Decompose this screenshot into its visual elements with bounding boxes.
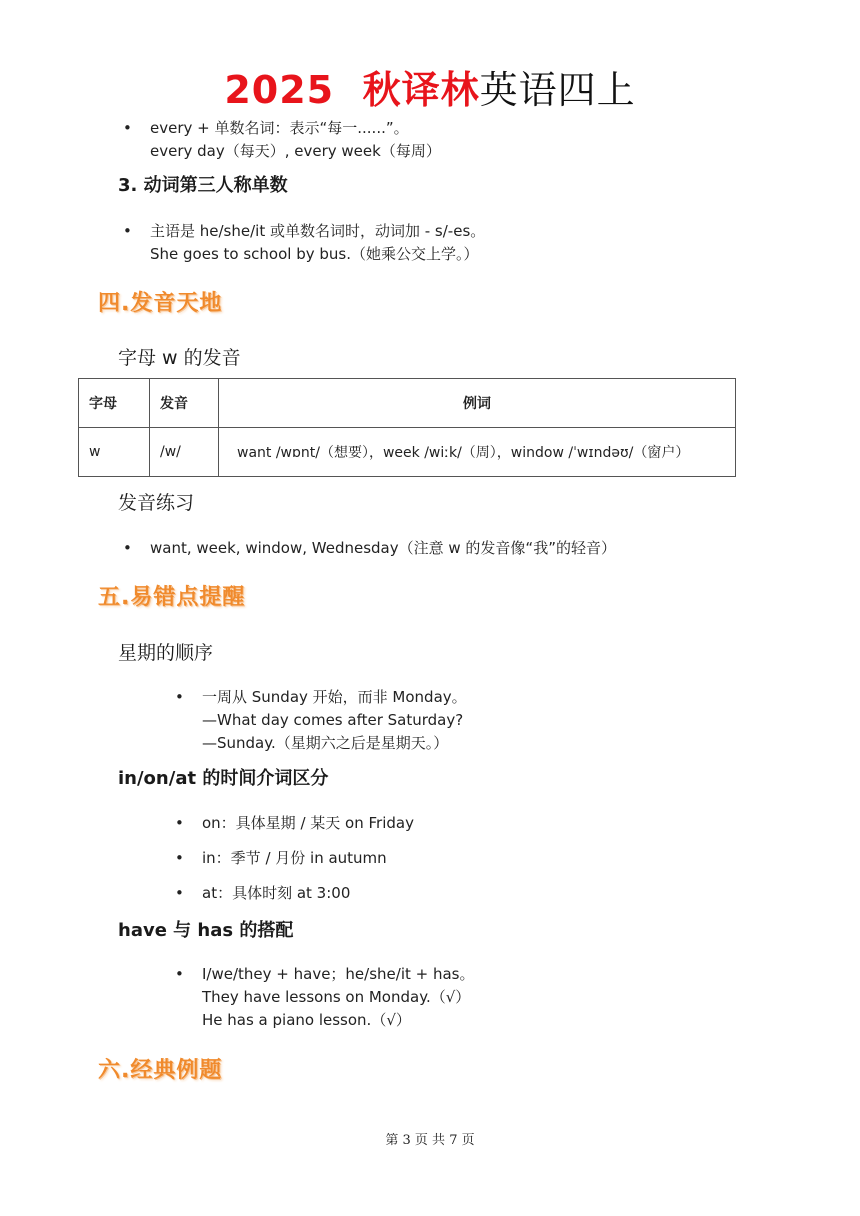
page-footer: 第 3 页 共 7 页	[385, 1133, 475, 1148]
title-year: 2025	[224, 68, 335, 112]
weekday-line-2: —What day comes after Saturday?	[202, 711, 464, 729]
bullet-dot: •	[175, 814, 184, 832]
bullet-dot: •	[175, 849, 184, 867]
verb-heading: 3. 动词第三人称单数	[118, 175, 288, 196]
section-6-title: 六.经典例题	[98, 1058, 223, 1083]
verb-line-1: 主语是 he/she/it 或单数名词时，动词加 - s/-es。	[150, 222, 486, 240]
prep-item-in: in：季节 / 月份 in autumn	[202, 849, 387, 867]
every-bullet	[123, 117, 441, 163]
document-title	[0, 62, 860, 118]
section-4-title: 四.发音天地	[98, 291, 223, 316]
havehas-line-3: He has a piano lesson.（√）	[202, 1011, 411, 1029]
title-red-part: 秋译林	[362, 68, 480, 112]
bullet-dot: •	[175, 884, 184, 902]
table-header-letter: 字母	[79, 379, 150, 428]
verb-line-2: She goes to school by bus.（她乘公交上学。）	[150, 245, 479, 263]
prep-item	[175, 812, 414, 835]
title-black-part: 英语四上	[479, 68, 636, 112]
havehas-heading: have 与 has 的搭配	[118, 920, 294, 941]
weekday-bullet	[175, 686, 467, 755]
verb-bullet	[123, 220, 486, 266]
table-header-examples: 例词	[219, 379, 736, 428]
prep-item	[175, 847, 387, 870]
letter-w-heading: 字母 w 的发音	[118, 347, 241, 369]
havehas-bullet	[175, 963, 475, 1032]
bullet-dot: •	[175, 965, 184, 983]
practice-heading: 发音练习	[118, 492, 195, 514]
practice-line: want, week, window, Wednesday（注意 w 的发音像“我”的轻音）	[150, 539, 616, 557]
table-cell-letter: w	[79, 428, 150, 477]
section-5-title: 五.易错点提醒	[98, 585, 246, 610]
havehas-line-2: They have lessons on Monday.（√）	[202, 988, 471, 1006]
table-cell-sound: /w/	[150, 428, 219, 477]
weekday-line-1: 一周从 Sunday 开始，而非 Monday。	[202, 688, 467, 706]
pronunciation-table	[78, 378, 736, 477]
prep-item	[175, 882, 351, 905]
bullet-dot: •	[175, 688, 184, 706]
every-line-1: every + 单数名词：表示“每一......”。	[150, 119, 409, 137]
bullet-dot: •	[123, 222, 132, 240]
table-row	[79, 428, 736, 477]
weekday-heading: 星期的顺序	[118, 642, 214, 664]
table-header-row	[79, 379, 736, 428]
prep-item-at: at：具体时刻 at 3:00	[202, 884, 351, 902]
prep-heading: in/on/at 的时间介词区分	[118, 768, 329, 789]
weekday-line-3: —Sunday.（星期六之后是星期天。）	[202, 734, 449, 752]
table-cell-examples: want /wɒnt/（想要），week /wiːk/（周），window /ˈwɪndəʊ/（窗户）	[219, 428, 736, 477]
prep-item-on: on：具体星期 / 某天 on Friday	[202, 814, 414, 832]
every-line-2: every day（每天）, every week（每周）	[150, 142, 441, 160]
bullet-dot: •	[123, 539, 132, 557]
bullet-dot: •	[123, 119, 132, 137]
havehas-line-1: I/we/they + have；he/she/it + has。	[202, 965, 475, 983]
table-header-sound: 发音	[150, 379, 219, 428]
practice-bullet	[123, 537, 616, 560]
